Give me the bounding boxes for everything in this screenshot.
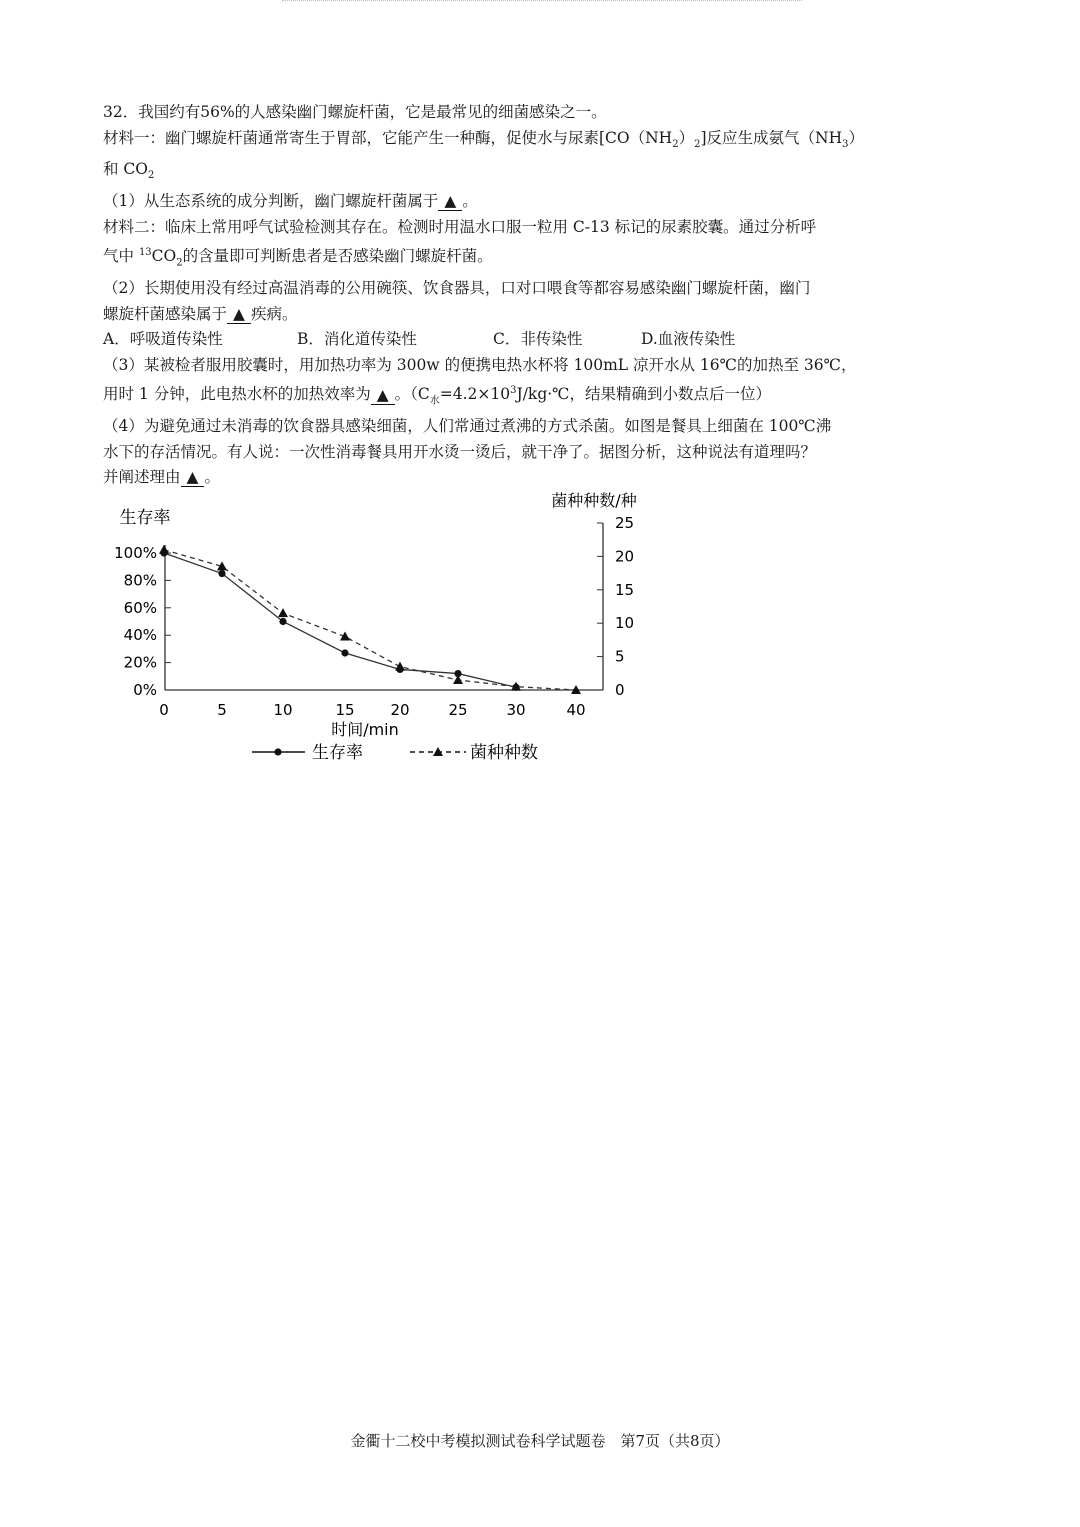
question-stem: 32．我国约有56%的人感染幽门螺旋杆菌，它是最常见的细菌感染之一。 — [103, 103, 607, 121]
options-row — [103, 327, 983, 353]
legend-label: 菌种种数 — [470, 743, 538, 763]
data-point-菌种种数 — [395, 662, 405, 671]
legend-marker-circle — [274, 748, 281, 755]
right-tick-label: 25 — [615, 514, 635, 532]
left-tick-label: 0% — [133, 681, 157, 699]
right-axis-label: 菌种种数/种 — [551, 491, 637, 510]
page-footer: 金衢十二校中考模拟测试卷科学试题卷 第7页（共8页） — [350, 1432, 730, 1450]
option-d[interactable]: D.血液传染性 — [641, 330, 736, 349]
data-point-菌种种数 — [159, 545, 169, 554]
x-tick-label: 10 — [273, 701, 293, 719]
option-b[interactable]: B．消化道传染性 — [297, 330, 417, 349]
left-tick-label: 40% — [123, 626, 157, 645]
top-dotted-rule — [282, 0, 802, 2]
x-tick-label: 5 — [217, 701, 227, 719]
sub-question-4-cont2: 并阐述理由 ▲ 。 — [103, 468, 220, 487]
left-tick-label: 100% — [114, 544, 157, 562]
material-two: 材料二：临床上常用呼气试验检测其存在。检测时用温水口服一粒用 C-13 标记的尿素胶囊。通过分析呼 — [103, 217, 817, 236]
data-point-菌种种数 — [340, 632, 350, 641]
data-point-生存率 — [341, 649, 348, 656]
sub-question-4-cont: 水下的存活情况。有人说：一次性消毒餐具用开水烫一烫后，就干净了。据图分析，这种说法有道理吗？ — [103, 442, 817, 461]
material-one-cont: 和 $CO_2$ — [103, 160, 155, 182]
data-point-菌种种数 — [453, 675, 463, 684]
option-a[interactable]: A．呼吸道传染性 — [103, 330, 223, 349]
x-axis-label: 时间/min — [331, 720, 399, 739]
x-tick-label: 40 — [566, 701, 586, 719]
x-tick-label: 15 — [335, 701, 355, 719]
sub-question-2-cont: 螺旋杆菌感染属于 ▲ 疾病。 — [103, 304, 298, 323]
x-tick-label: 0 — [159, 701, 169, 719]
right-tick-label: 5 — [615, 647, 625, 666]
right-tick-label: 10 — [615, 614, 635, 633]
question-32 — [103, 100, 983, 491]
answer-blank-2[interactable]: ▲ — [227, 305, 251, 324]
left-tick-label: 80% — [123, 571, 157, 590]
x-tick-label: 30 — [506, 701, 526, 719]
sub-question-1: （1）从生态系统的成分判断，幽门螺旋杆菌属于 ▲ 。 — [103, 191, 478, 210]
sub-question-2: （2）长期使用没有经过高温消毒的公用碗筷、饮食器具，口对口喂食等都容易感染幽门螺旋杆菌，幽门 — [103, 279, 811, 297]
sub-question-3: （3）某被检者服用胶囊时，用加热功率为 300w 的便携电热水杯将 100mL 凉开水从 16℃的加热至 36℃， — [103, 355, 857, 374]
x-tick-label: 20 — [390, 701, 410, 719]
sub-question-3-cont: 用时 1 分钟，此电热水杯的加热效率为 ▲ 。（$C_水=4.2\times 10^3J/kg\cdot℃$，结果精确到小数点后一位） — [103, 385, 772, 407]
right-tick-label: 20 — [615, 547, 635, 566]
x-tick-label: 25 — [448, 701, 468, 719]
answer-blank-3[interactable]: ▲ — [371, 386, 395, 405]
left-tick-label: 60% — [123, 598, 157, 617]
right-tick-label: 15 — [615, 580, 635, 599]
survival-chart — [100, 485, 680, 775]
data-point-生存率 — [218, 570, 225, 577]
answer-blank-4[interactable]: ▲ — [181, 468, 205, 487]
legend-label: 生存率 — [312, 743, 363, 763]
right-tick-label: 0 — [615, 681, 625, 699]
material-two-cont: 气中 $^{13}CO_2$的含量即可判断患者是否感染幽门螺旋杆菌。 — [103, 247, 493, 269]
left-axis-label: 生存率 — [119, 508, 171, 528]
material-one: 材料一：幽门螺旋杆菌通常寄生于胃部，它能产生一种酶，促使水与尿素$[CO(NH_2)_2]$反应生成氨气$(NH_3)$ — [103, 128, 864, 150]
data-point-生存率 — [279, 618, 286, 625]
series-line-生存率 — [164, 553, 516, 687]
answer-blank-1[interactable]: ▲ — [438, 192, 462, 211]
data-point-菌种种数 — [278, 608, 288, 617]
option-c[interactable]: C．非传染性 — [493, 330, 583, 349]
left-tick-label: 20% — [123, 653, 157, 672]
series-line-菌种种数 — [164, 550, 576, 690]
sub-question-4: （4）为避免通过未消毒的饮食器具感染细菌，人们常通过煮沸的方式杀菌。如图是餐具上细菌在 100℃沸 — [103, 417, 832, 436]
